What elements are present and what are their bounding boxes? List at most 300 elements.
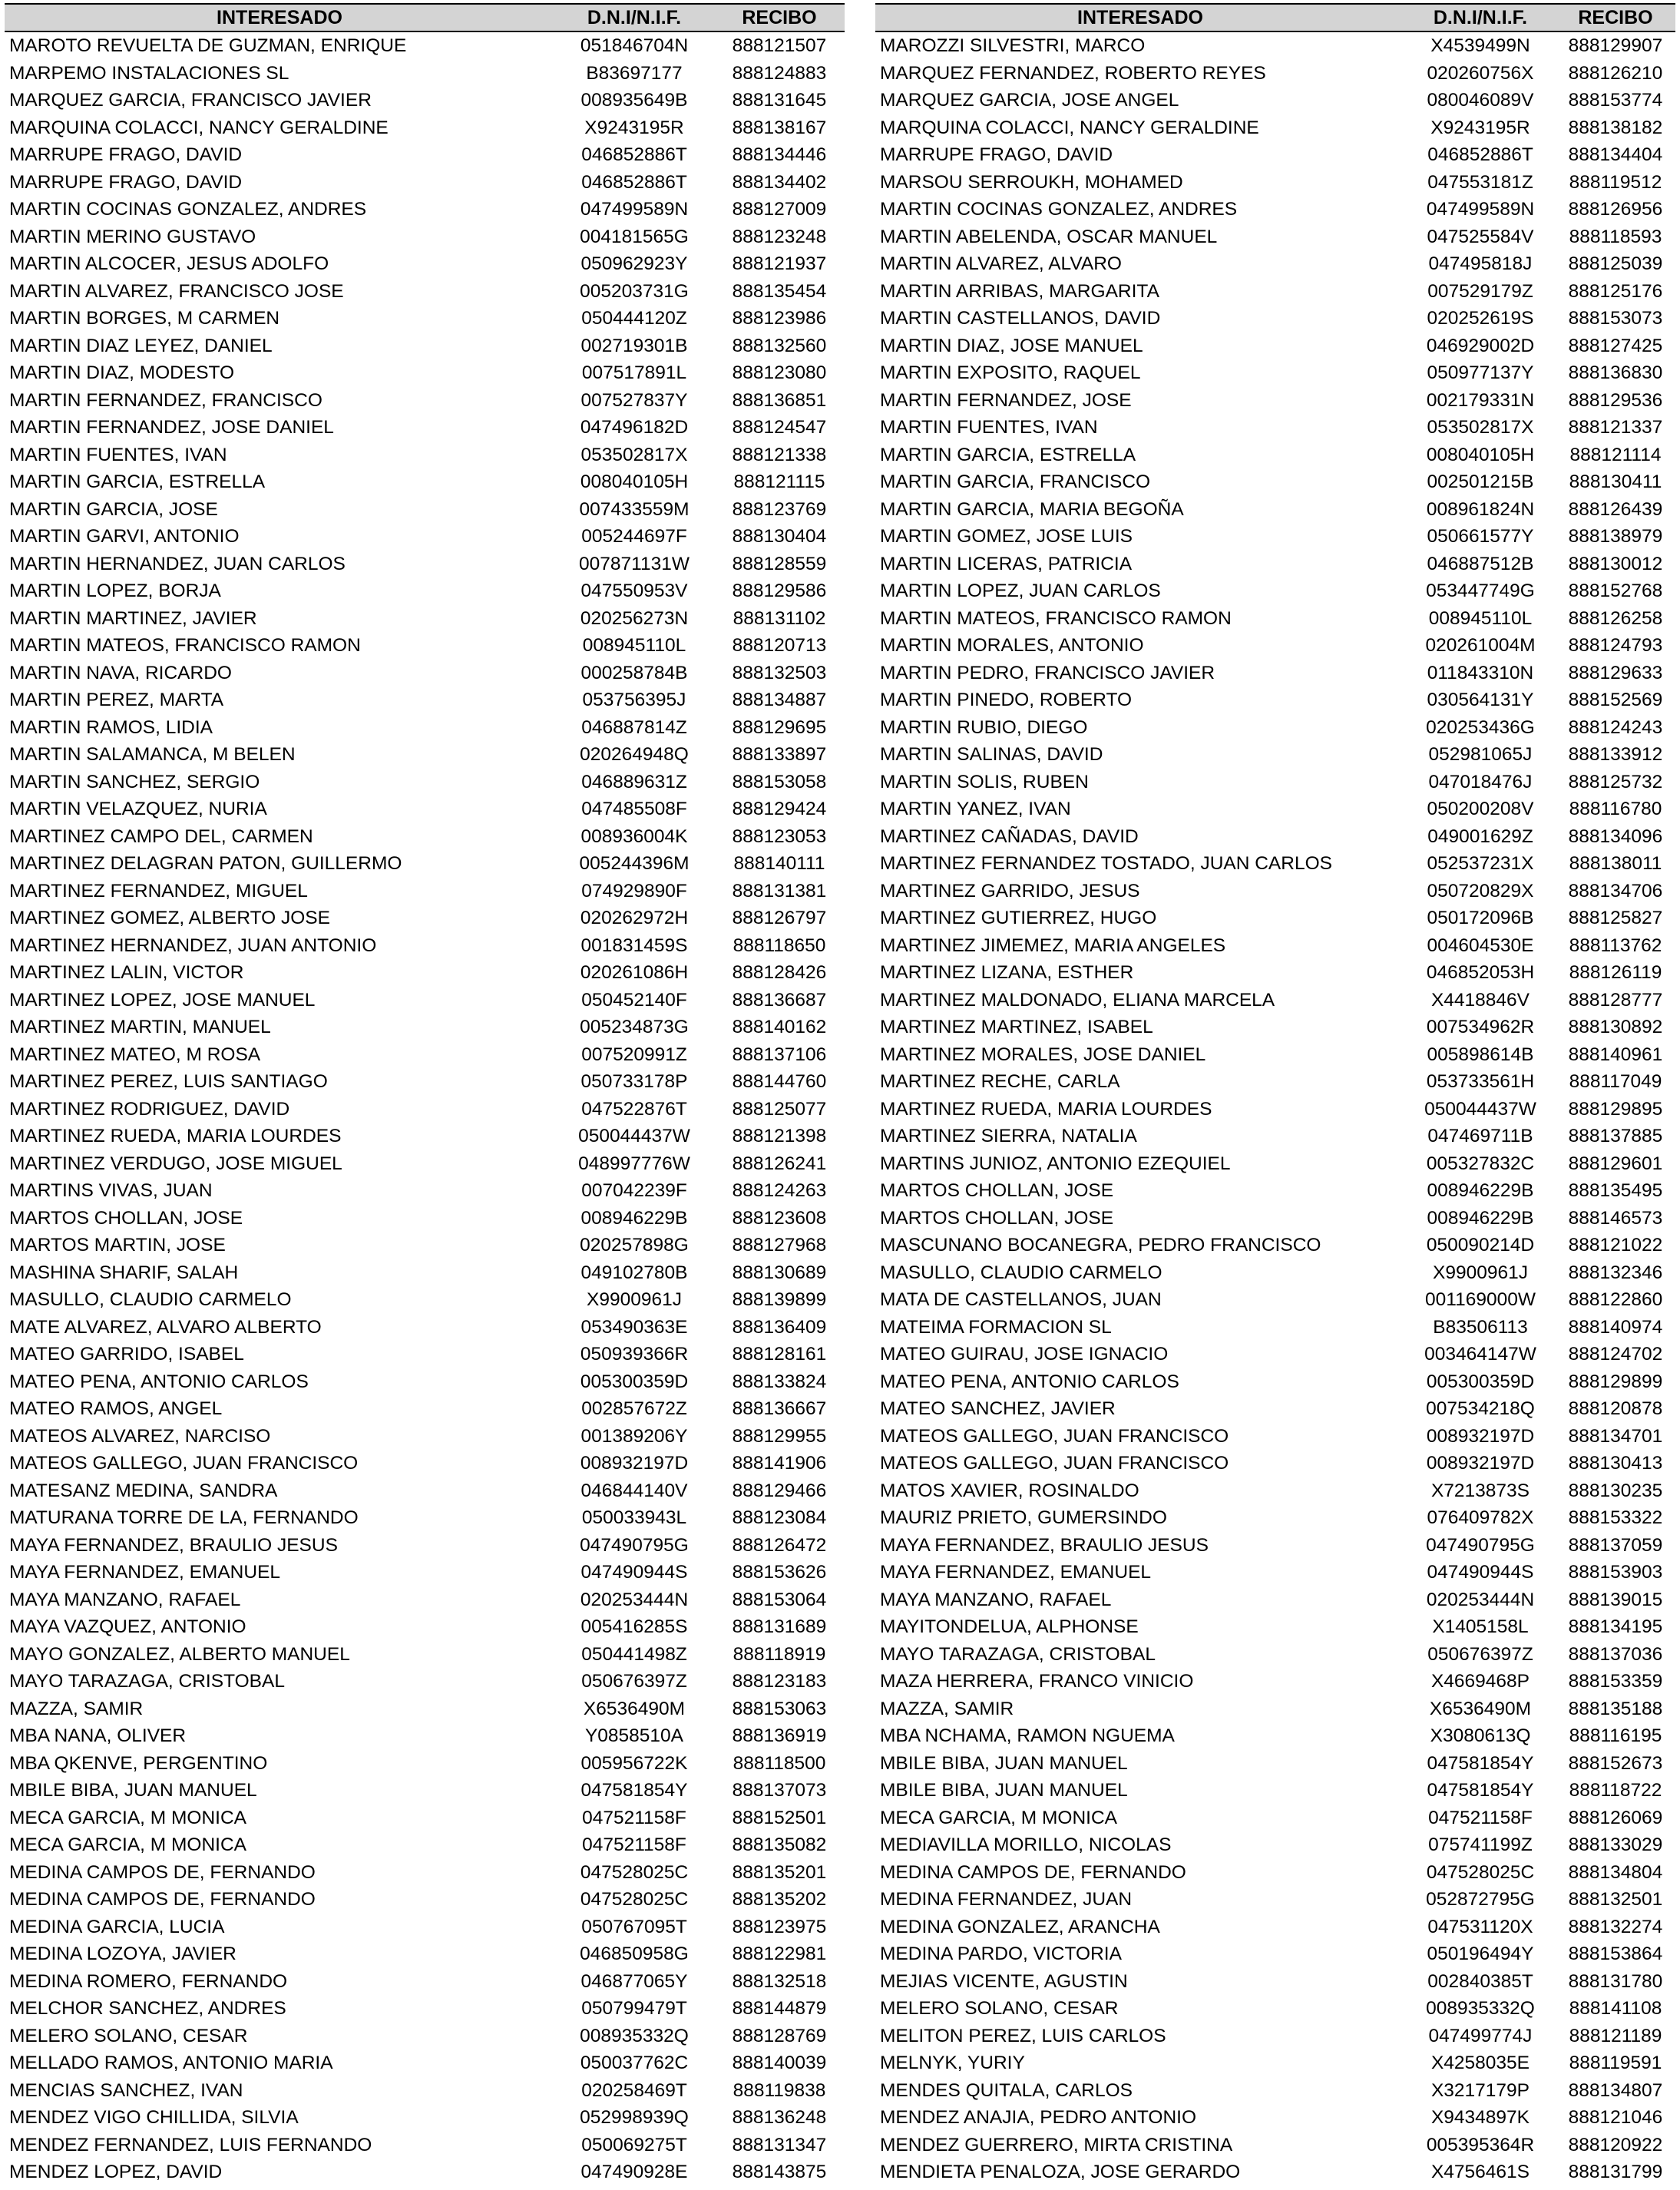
interesado-cell: MARTINEZ HERNANDEZ, JUAN ANTONIO [9, 935, 377, 956]
recibo-cell: 888136919 [732, 1725, 827, 1746]
interesado-cell: MARTIN MORALES, ANTONIO [880, 635, 1144, 656]
table-row [5, 414, 845, 442]
dni-cell: 052981065J [1428, 744, 1533, 765]
recibo-cell: 888126258 [1568, 607, 1663, 629]
dni-cell: 047525584V [1427, 226, 1534, 247]
dni-cell: 053733561H [1426, 1071, 1535, 1092]
table-row [875, 605, 1675, 633]
interesado-cell: MARQUINA COLACCI, NANCY GERALDINE [9, 117, 389, 138]
interesado-cell: MBILE BIBA, JUAN MANUEL [880, 1780, 1128, 1801]
recibo-cell: 888123769 [732, 498, 827, 520]
dni-cell: X4669468P [1430, 1671, 1530, 1692]
dni-cell: 046844140V [580, 1480, 688, 1501]
dni-cell: B83506113 [1433, 1316, 1528, 1338]
interesado-cell: MARTINEZ RODRIGUEZ, DAVID [9, 1098, 290, 1120]
interesado-cell: MAYA VAZQUEZ, ANTONIO [9, 1616, 246, 1637]
recibo-cell: 888135082 [732, 1834, 827, 1855]
dni-cell: X9900961J [587, 1289, 682, 1310]
recibo-cell: 888135201 [732, 1861, 827, 1883]
dni-cell: 005203731G [580, 280, 689, 302]
dni-cell: 005244396M [579, 853, 690, 874]
table-row [5, 1940, 845, 1968]
table-row [5, 1831, 845, 1859]
interesado-cell: MEJIAS VICENTE, AGUSTIN [880, 1970, 1128, 1992]
interesado-cell: MARTIN PEREZ, MARTA [9, 690, 224, 710]
recibo-cell: 888121337 [1568, 417, 1663, 438]
dni-cell: 046887512B [1427, 553, 1534, 574]
dni-cell: 046850958G [580, 1944, 689, 1964]
table-row [5, 2132, 845, 2159]
recibo-cell: 888121937 [732, 253, 827, 274]
interesado-cell: MAYO GONZALEZ, ALBERTO MANUEL [9, 1643, 350, 1665]
table-row [5, 1068, 845, 1096]
recibo-cell: 888124547 [732, 417, 827, 438]
dni-cell: X9900961J [1433, 1262, 1528, 1283]
recibo-cell: 888153903 [1568, 1562, 1663, 1583]
table-row [875, 359, 1675, 387]
recibo-cell: 888126210 [1568, 62, 1663, 84]
dni-cell: Y0858510A [584, 1725, 684, 1746]
recibo-cell: 888121022 [1568, 1235, 1663, 1255]
table-row [5, 905, 845, 932]
table-row [875, 1341, 1675, 1368]
dni-cell: 047521158F [582, 1834, 686, 1855]
dni-cell: 002857672Z [581, 1398, 687, 1419]
recibo-cell: 888134807 [1568, 2079, 1663, 2101]
left-list-table [5, 3, 845, 2186]
table-row [875, 414, 1675, 442]
dni-cell: 007520991Z [581, 1044, 687, 1065]
dni-cell: 053502817X [1427, 417, 1534, 438]
table-row [5, 632, 845, 660]
dni-cell: 007527837Y [580, 389, 688, 411]
interesado-cell: MARTIN GARCIA, MARIA BEGOÑA [880, 498, 1184, 520]
dni-cell: 001389206Y [580, 1425, 688, 1447]
interesado-cell: MARTINEZ GARRIDO, JESUS [880, 880, 1140, 901]
recibo-cell: 888130411 [1569, 471, 1662, 492]
recibo-cell: 888125039 [1568, 253, 1663, 274]
dni-cell: 050444120Z [581, 308, 687, 329]
table-row [5, 1423, 845, 1451]
recibo-cell: 888130012 [1568, 553, 1663, 574]
table-row [5, 987, 845, 1014]
recibo-cell: 888134096 [1568, 825, 1663, 847]
dni-cell: 075741199Z [1428, 1834, 1533, 1855]
interesado-cell: MARTIN COCINAS GONZALEZ, ANDRES [9, 199, 367, 220]
table-row [5, 850, 845, 878]
dni-cell: 001831459S [580, 935, 688, 956]
dni-cell: 008945110L [1428, 607, 1533, 629]
table-row [5, 741, 845, 769]
recibo-cell: 888128161 [732, 1344, 827, 1365]
dni-cell: 047485508F [581, 799, 687, 819]
interesado-cell: MBA NANA, OLIVER [9, 1725, 187, 1746]
recibo-cell: 888125077 [732, 1098, 827, 1120]
interesado-cell: MAZA HERRERA, FRANCO VINICIO [880, 1671, 1194, 1692]
table-row [875, 1750, 1675, 1778]
recibo-cell: 888127968 [732, 1235, 827, 1255]
table-row [875, 1695, 1675, 1723]
recibo-cell: 888130413 [1568, 1453, 1663, 1474]
recibo-cell: 888137073 [732, 1780, 827, 1801]
recibo-cell: 888153064 [732, 1589, 827, 1610]
recibo-cell: 888124883 [732, 62, 827, 84]
table-row [5, 769, 845, 796]
recibo-cell: 888152501 [732, 1807, 827, 1828]
dni-cell: 050939366R [580, 1344, 689, 1365]
table-row [5, 2023, 845, 2050]
dni-cell: 003464147W [1424, 1344, 1536, 1365]
table-row [875, 2023, 1675, 2050]
dni-cell: 002179331N [1426, 389, 1535, 411]
interesado-cell: MARTIN VELAZQUEZ, NURIA [9, 799, 267, 819]
table-row [5, 686, 845, 714]
recibo-cell: 888152569 [1568, 690, 1663, 710]
interesado-cell: MARTIN SALINAS, DAVID [880, 744, 1103, 765]
dni-cell: 050069275T [581, 2134, 687, 2155]
interesado-cell: MATOS XAVIER, ROSINALDO [880, 1480, 1139, 1501]
recibo-cell: 888134887 [732, 690, 827, 710]
dni-cell: 050676397Z [1427, 1643, 1533, 1665]
dni-cell: 020253436G [1426, 716, 1535, 738]
interesado-cell: MARQUEZ FERNANDEZ, ROBERTO REYES [880, 62, 1266, 84]
table-row [875, 878, 1675, 905]
recibo-cell: 888121114 [1569, 444, 1662, 465]
recibo-cell: 888138979 [1568, 526, 1663, 547]
table-row [5, 250, 845, 278]
table-row [5, 1613, 845, 1641]
dni-cell: 047499589N [1426, 199, 1535, 220]
dni-cell: 005244697F [581, 526, 687, 547]
dni-cell: 047496182D [580, 417, 689, 438]
table-row [5, 278, 845, 306]
dni-cell: 047499774J [1428, 2025, 1533, 2046]
table-row [5, 1286, 845, 1314]
recibo-cell: 888135495 [1568, 1180, 1663, 1201]
dni-cell: 020262972H [580, 908, 689, 928]
interesado-cell: MAZZA, SAMIR [9, 1698, 144, 1719]
table-row [875, 2132, 1675, 2159]
recibo-cell: 888119838 [733, 2079, 826, 2101]
table-row [875, 959, 1675, 987]
recibo-cell: 888141906 [732, 1453, 827, 1474]
table-row [5, 1695, 845, 1723]
interesado-cell: MARTINEZ CAÑADAS, DAVID [880, 825, 1139, 847]
interesado-cell: MARTINEZ GUTIERREZ, HUGO [880, 908, 1157, 928]
recibo-cell: 888118593 [1569, 226, 1662, 247]
interesado-cell: MARTINEZ MATEO, M ROSA [9, 1044, 261, 1065]
table-row [5, 1450, 845, 1477]
recibo-cell: 888122981 [732, 1944, 827, 1964]
recibo-cell: 888126069 [1568, 1807, 1663, 1828]
table-row [875, 1232, 1675, 1259]
recibo-cell: 888116195 [1569, 1725, 1662, 1746]
dni-cell: X3080613Q [1430, 1725, 1531, 1746]
table-row [5, 1777, 845, 1805]
recibo-cell: 888138167 [732, 117, 827, 138]
interesado-cell: MARQUEZ GARCIA, FRANCISCO JAVIER [9, 90, 372, 111]
recibo-cell: 888133912 [1568, 744, 1663, 765]
table-row [875, 850, 1675, 878]
recibo-cell: 888140961 [1568, 1044, 1663, 1065]
dni-cell: 007871131W [579, 553, 690, 574]
dni-cell: 050799479T [581, 1998, 687, 2019]
table-row [5, 605, 845, 633]
interesado-cell: MARTIN ARRIBAS, MARGARITA [880, 280, 1159, 302]
recibo-cell: 888129695 [732, 716, 827, 738]
table-row [875, 2159, 1675, 2186]
dni-cell: 047490795G [580, 1534, 689, 1556]
interesado-cell: MELERO SOLANO, CESAR [880, 1998, 1119, 2019]
dni-cell: 002501215B [1427, 471, 1534, 492]
table-row [5, 823, 845, 851]
dni-cell: X7213873S [1430, 1480, 1530, 1501]
recibo-cell: 888120878 [1568, 1398, 1663, 1419]
interesado-cell: MAROTO REVUELTA DE GUZMAN, ENRIQUE [9, 35, 407, 56]
dni-cell: 008040105H [580, 471, 689, 492]
dni-cell: 005395364R [1426, 2134, 1535, 2155]
interesado-cell: MARTOS CHOLLAN, JOSE [9, 1207, 243, 1229]
recibo-cell: 888121507 [732, 35, 827, 56]
table-row [875, 60, 1675, 88]
dni-cell: 053502817X [580, 444, 688, 465]
recibo-cell: 888131102 [733, 607, 826, 629]
dni-cell: 050044437W [578, 1126, 690, 1146]
table-row [875, 1641, 1675, 1669]
recibo-cell: 888153063 [732, 1698, 827, 1719]
table-row [875, 632, 1675, 660]
table-row [5, 2104, 845, 2132]
table-row [875, 196, 1675, 223]
table-row [875, 1041, 1675, 1069]
interesado-cell: MATEO SANCHEZ, JAVIER [880, 1398, 1116, 1419]
recibo-cell: 888126241 [732, 1153, 827, 1174]
interesado-cell: MARTIN DIAZ LEYEZ, DANIEL [9, 335, 273, 356]
interesado-cell: MATEO RAMOS, ANGEL [9, 1398, 223, 1419]
interesado-cell: MARTINEZ MALDONADO, ELIANA MARCELA [880, 989, 1275, 1011]
interesado-cell: MEDINA CAMPOS DE, FERNANDO [9, 1861, 316, 1883]
recibo-cell: 888123248 [732, 226, 827, 247]
table-row [5, 359, 845, 387]
recibo-cell: 888153626 [732, 1562, 827, 1583]
recibo-cell: 888121398 [732, 1126, 827, 1146]
table-row [875, 1477, 1675, 1505]
dni-cell: 007042239F [581, 1180, 687, 1201]
interesado-cell: MARTIN SALAMANCA, M BELEN [9, 744, 296, 765]
left-header-row [5, 4, 845, 31]
interesado-cell: MARTIN COCINAS GONZALEZ, ANDRES [880, 199, 1238, 220]
interesado-cell: MARTIN BORGES, M CARMEN [9, 308, 280, 329]
dni-cell: 005300359D [580, 1371, 689, 1392]
recibo-cell: 888131645 [732, 90, 827, 111]
interesado-cell: MARRUPE FRAGO, DAVID [880, 144, 1113, 165]
dni-cell: 020253444N [1426, 1589, 1535, 1610]
table-row [5, 2159, 845, 2186]
dni-cell: 047581854Y [1427, 1780, 1534, 1801]
recibo-cell: 888120922 [1568, 2134, 1663, 2155]
recibo-cell: 888126472 [732, 1534, 827, 1556]
dni-cell: X4258035E [1430, 2053, 1530, 2073]
interesado-cell: MARTIN SANCHEZ, SERGIO [9, 771, 260, 792]
recibo-cell: 888126439 [1568, 498, 1663, 520]
interesado-cell: MARSOU SERROUKH, MOHAMED [880, 171, 1183, 193]
dni-cell: 047469711B [1427, 1126, 1533, 1146]
recibo-cell: 888131799 [1568, 2162, 1663, 2182]
dni-cell: 008945110L [582, 635, 686, 656]
recibo-cell: 888120713 [732, 635, 827, 656]
dni-cell: 020260756X [1427, 62, 1534, 84]
dni-cell: 030564131Y [1427, 690, 1534, 710]
table-row [875, 1150, 1675, 1178]
recibo-cell: 888153322 [1568, 1507, 1663, 1528]
table-row [5, 196, 845, 223]
interesado-cell: MEDINA LOZOYA, JAVIER [9, 1944, 236, 1964]
table-row [5, 1750, 845, 1778]
table-row [5, 2049, 845, 2077]
interesado-cell: MARTIN GARVI, ANTONIO [9, 526, 240, 547]
interesado-cell: MARTIN ALVAREZ, FRANCISCO JOSE [9, 280, 344, 302]
dni-cell: 047495818J [1428, 253, 1533, 274]
dni-cell: 050090214D [1426, 1235, 1535, 1255]
dni-cell: 050044437W [1424, 1098, 1536, 1120]
table-row [875, 1859, 1675, 1887]
recibo-cell: 888131381 [732, 880, 827, 901]
interesado-cell: MARTOS MARTIN, JOSE [9, 1235, 226, 1255]
recibo-cell: 888129466 [732, 1480, 827, 1501]
table-row [875, 2049, 1675, 2077]
interesado-cell: MARTINEZ LALIN, VICTOR [9, 962, 244, 983]
interesado-cell: MASHINA SHARIF, SALAH [9, 1262, 239, 1283]
table-row [875, 1613, 1675, 1641]
recibo-cell: 888126797 [732, 908, 827, 928]
table-row [875, 823, 1675, 851]
recibo-cell: 888140162 [732, 1017, 827, 1037]
recibo-cell: 888138011 [1569, 853, 1662, 874]
recibo-cell: 888125732 [1568, 771, 1663, 792]
dni-cell: 046887814Z [581, 716, 687, 738]
interesado-cell: MEDINA FERNANDEZ, JUAN [880, 1889, 1133, 1910]
interesado-cell: MARRUPE FRAGO, DAVID [9, 144, 243, 165]
interesado-cell: MARTIN PINEDO, ROBERTO [880, 690, 1133, 710]
dni-cell: X6536490M [1429, 1698, 1532, 1719]
dni-cell: 046852886T [1427, 144, 1533, 165]
interesado-cell: MATEO GARRIDO, ISABEL [9, 1344, 244, 1365]
recibo-cell: 888146573 [1568, 1207, 1663, 1229]
table-row [5, 1368, 845, 1396]
recibo-cell: 888137059 [1568, 1534, 1663, 1556]
recibo-cell: 888118650 [733, 935, 826, 956]
recibo-cell: 888123183 [732, 1671, 827, 1692]
interesado-cell: MENDIETA PENALOZA, JOSE GERARDO [880, 2162, 1241, 2182]
recibo-cell: 888152768 [1568, 581, 1663, 601]
interesado-cell: MARTIN GARCIA, JOSE [9, 498, 218, 520]
table-row [5, 1641, 845, 1669]
header-dni: D.N.I/N.I.F. [1405, 4, 1556, 31]
interesado-cell: MARTINEZ GOMEZ, ALBERTO JOSE [9, 908, 330, 928]
dni-cell: 051846704N [580, 35, 689, 56]
interesado-cell: MBILE BIBA, JUAN MANUEL [9, 1780, 257, 1801]
dni-cell: 052872795G [1426, 1889, 1535, 1910]
recibo-cell: 888127425 [1568, 335, 1663, 356]
recibo-cell: 888124793 [1568, 635, 1663, 656]
interesado-cell: MARTIN GARCIA, ESTRELLA [880, 444, 1136, 465]
recibo-cell: 888132346 [1568, 1262, 1663, 1283]
recibo-cell: 888153073 [1568, 308, 1663, 329]
interesado-cell: MAYO TARAZAGA, CRISTOBAL [9, 1671, 285, 1692]
interesado-cell: MARTIN ALVAREZ, ALVARO [880, 253, 1122, 274]
interesado-cell: MAYA FERNANDEZ, EMANUEL [880, 1562, 1152, 1583]
dni-cell: 046929002D [1426, 335, 1535, 356]
interesado-cell: MARTINEZ RECHE, CARLA [880, 1071, 1120, 1092]
dni-cell: 047490795G [1426, 1534, 1535, 1556]
table-row [875, 1886, 1675, 1914]
recibo-cell: 888137106 [732, 1044, 827, 1065]
interesado-cell: MARTIN DIAZ, JOSE MANUEL [880, 335, 1143, 356]
recibo-cell: 888123975 [732, 1916, 827, 1937]
interesado-cell: MARTIN DIAZ, MODESTO [9, 362, 235, 383]
table-row [875, 660, 1675, 687]
recibo-cell: 888126119 [1569, 962, 1662, 983]
interesado-cell: MATEO PENA, ANTONIO CARLOS [880, 1371, 1179, 1392]
table-row [5, 1123, 845, 1150]
interesado-cell: MEDINA GARCIA, LUCIA [9, 1916, 225, 1937]
recibo-cell: 888136667 [732, 1398, 827, 1419]
dni-cell: 007529179Z [1427, 280, 1533, 302]
recibo-cell: 888118919 [733, 1643, 826, 1665]
table-row [875, 1532, 1675, 1560]
dni-cell: 005300359D [1426, 1371, 1535, 1392]
dni-cell: 050676397Z [581, 1671, 687, 1692]
recibo-cell: 888125176 [1568, 280, 1663, 302]
interesado-cell: MELITON PEREZ, LUIS CARLOS [880, 2025, 1166, 2046]
interesado-cell: MARQUEZ GARCIA, JOSE ANGEL [880, 90, 1179, 111]
dni-cell: X4418846V [1430, 989, 1530, 1011]
table-row [875, 1722, 1675, 1750]
dni-cell: 047528025C [1426, 1861, 1535, 1883]
interesado-cell: MARTINEZ SIERRA, NATALIA [880, 1126, 1137, 1146]
interesado-cell: MARTINEZ PEREZ, LUIS SANTIAGO [9, 1071, 328, 1092]
dni-cell: 047490928E [580, 2162, 688, 2182]
dni-cell: 005327832C [1426, 1153, 1535, 1174]
table-row [5, 1341, 845, 1368]
table-row [875, 250, 1675, 278]
interesado-cell: MARPEMO INSTALACIONES SL [9, 62, 289, 84]
table-row [875, 987, 1675, 1014]
recibo-cell: 888136687 [732, 989, 827, 1011]
interesado-cell: MASULLO, CLAUDIO CARMELO [880, 1262, 1162, 1283]
dni-cell: 049102780B [580, 1262, 688, 1283]
recibo-cell: 888132274 [1568, 1916, 1663, 1937]
dni-cell: 050977137Y [1427, 362, 1534, 383]
interesado-cell: MARTIN MATEOS, FRANCISCO RAMON [9, 635, 361, 656]
dni-cell: 047553181Z [1427, 171, 1533, 193]
dni-cell: 050661577Y [1427, 526, 1534, 547]
recibo-cell: 888153774 [1568, 90, 1663, 111]
right-list-body [875, 31, 1675, 2186]
table-row [5, 87, 845, 114]
recibo-cell: 888136851 [732, 389, 827, 411]
dni-cell: 008936004K [580, 825, 688, 847]
dni-cell: 050033943L [581, 1507, 687, 1528]
table-row [5, 932, 845, 960]
interesado-cell: MEDINA PARDO, VICTORIA [880, 1944, 1122, 1964]
interesado-cell: MARTINEZ FERNANDEZ, MIGUEL [9, 880, 308, 901]
interesado-cell: MATE ALVAREZ, ALVARO ALBERTO [9, 1316, 322, 1338]
recibo-cell: 888131689 [732, 1616, 827, 1637]
table-row [5, 1968, 845, 1996]
dni-cell: 050196494Y [1427, 1944, 1534, 1964]
interesado-cell: MAYA MANZANO, RAFAEL [9, 1589, 241, 1610]
